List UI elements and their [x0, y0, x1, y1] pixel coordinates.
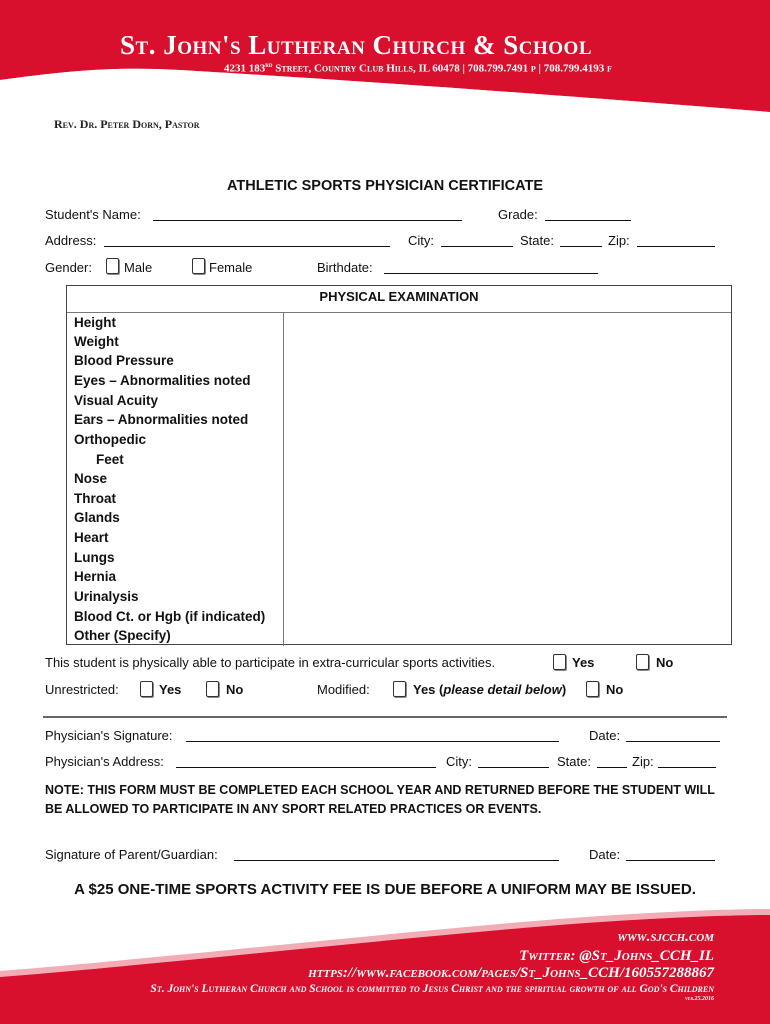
modified-label: Modified:	[317, 682, 370, 697]
physician-state-label: State:	[557, 754, 591, 769]
exam-row	[67, 430, 731, 450]
exam-row	[67, 607, 731, 627]
exam-row	[67, 351, 731, 371]
exam-item-label: Nose	[74, 471, 108, 487]
exam-row	[67, 548, 731, 568]
gender-label: Gender:	[45, 260, 92, 275]
grade-label: Grade:	[498, 207, 538, 222]
birthdate-field[interactable]	[384, 273, 598, 274]
physician-address-field[interactable]	[176, 767, 436, 768]
physician-zip-label: Zip:	[632, 754, 654, 769]
exam-item-value[interactable]	[283, 548, 731, 568]
parent-date-field[interactable]	[626, 860, 715, 861]
able-yes-checkbox[interactable]	[553, 654, 566, 670]
modified-yes-checkbox[interactable]	[393, 681, 406, 697]
exam-row	[67, 332, 731, 352]
section-divider	[43, 716, 727, 718]
exam-item-label: Lungs	[74, 549, 115, 565]
pastor-name: Rev. Dr. Peter Dorn, Pastor	[54, 117, 200, 131]
exam-row	[67, 391, 731, 411]
exam-item-value[interactable]	[283, 371, 731, 391]
exam-row	[67, 410, 731, 430]
physician-address-label: Physician's Address:	[45, 754, 164, 769]
exam-item-label: Throat	[74, 490, 116, 506]
exam-item-value[interactable]	[283, 332, 731, 352]
exam-item-label: Other (Specify)	[74, 628, 171, 644]
exam-row	[67, 626, 731, 646]
physician-state-field[interactable]	[597, 767, 627, 768]
exam-row	[67, 371, 731, 391]
exam-item-label: Hernia	[74, 569, 117, 585]
exam-row	[67, 469, 731, 489]
zip-field[interactable]	[637, 246, 715, 247]
exam-item-value[interactable]	[283, 391, 731, 411]
exam-row	[67, 450, 731, 470]
exam-item-value[interactable]	[283, 469, 731, 489]
completion-note: NOTE: THIS FORM MUST BE COMPLETED EACH SCHOOL YEAR AND RETURNED BEFORE THE STUDENT WILL BE ALLOWED TO PARTICIPATE IN ANY SPORT RELATED PRACTICES OR EVENTS.	[45, 783, 715, 816]
exam-item-value[interactable]	[283, 626, 731, 646]
footer-website[interactable]: www.sjcch.com	[617, 929, 714, 945]
state-field[interactable]	[560, 246, 602, 247]
grade-field[interactable]	[545, 220, 631, 221]
physician-signature-field[interactable]	[186, 741, 559, 742]
modified-no-checkbox[interactable]	[586, 681, 599, 697]
exam-item-label: Urinalysis	[74, 589, 139, 605]
exam-item-label: Feet	[96, 451, 124, 467]
exam-row	[67, 489, 731, 509]
male-label: Male	[124, 260, 153, 275]
exam-item-label: Height	[74, 315, 116, 330]
exam-item-label: Glands	[74, 510, 120, 526]
exam-item-value[interactable]	[283, 607, 731, 627]
exam-item-value[interactable]	[283, 508, 731, 528]
footer-mission: St. John's Lutheran Church and School is committed to Jesus Christ and the spiritual growth of all God's Children	[150, 983, 714, 995]
parent-signature-field[interactable]	[234, 860, 559, 861]
parent-date-label: Date:	[589, 847, 621, 862]
exam-item-label: Weight	[74, 333, 119, 349]
form-title: ATHLETIC SPORTS PHYSICIAN CERTIFICATE	[226, 178, 544, 194]
exam-item-label: Heart	[74, 530, 109, 546]
female-label: Female	[209, 260, 253, 275]
church-address: 4231 183rd Street, Country Club Hills, IL 60478 | 708.799.7491 p | 708.799.4193 f	[224, 61, 612, 75]
modified-no-label: No	[606, 682, 624, 697]
student-name-label: Student's Name:	[45, 207, 141, 222]
exam-item-value[interactable]	[283, 430, 731, 450]
exam-item-value[interactable]	[283, 351, 731, 371]
unrestricted-no-label: No	[226, 682, 244, 697]
exam-item-value[interactable]	[283, 410, 731, 430]
physical-exam-table	[66, 285, 732, 645]
unrestricted-yes-label: Yes	[159, 682, 182, 697]
exam-item-label: Blood Ct. or Hgb (if indicated)	[74, 608, 266, 624]
unrestricted-label: Unrestricted:	[45, 682, 119, 697]
footer-twitter[interactable]: Twitter: @St_Johns_CCH_IL	[519, 948, 714, 964]
able-no-checkbox[interactable]	[636, 654, 649, 670]
exam-row	[67, 587, 731, 607]
unrestricted-yes-checkbox[interactable]	[140, 681, 153, 697]
physician-date-label: Date:	[589, 728, 621, 743]
exam-item-value[interactable]	[283, 450, 731, 470]
physician-zip-field[interactable]	[658, 767, 716, 768]
exam-item-value[interactable]	[283, 528, 731, 548]
physician-city-field[interactable]	[478, 767, 549, 768]
student-name-field[interactable]	[153, 220, 462, 221]
exam-row	[67, 567, 731, 587]
exam-row	[67, 528, 731, 548]
parent-signature-label: Signature of Parent/Guardian:	[45, 847, 218, 862]
exam-item-value[interactable]	[283, 567, 731, 587]
zip-label: Zip:	[608, 233, 630, 248]
male-checkbox[interactable]	[106, 258, 119, 274]
state-label: State:	[520, 233, 554, 248]
able-no-label: No	[656, 655, 674, 670]
birthdate-label: Birthdate:	[317, 260, 373, 275]
exam-row	[67, 508, 731, 528]
modified-yes-label: Yes (please detail below)	[413, 682, 567, 697]
footer-facebook[interactable]: https://www.facebook.com/pages/St_Johns_CCH/160557288867	[308, 965, 714, 981]
exam-item-label: Visual Acuity	[74, 392, 159, 408]
exam-item-value[interactable]	[283, 587, 731, 607]
physician-signature-label: Physician's Signature:	[45, 728, 173, 743]
footer-version: ver.25.2016	[684, 996, 714, 1002]
exam-item-value[interactable]	[283, 489, 731, 509]
physician-date-field[interactable]	[626, 741, 720, 742]
physical-exam-rows	[67, 312, 731, 646]
address-label: Address:	[45, 233, 97, 248]
exam-item-label: Blood Pressure	[74, 353, 174, 369]
exam-item-value[interactable]	[283, 313, 731, 332]
able-yes-label: Yes	[572, 655, 595, 670]
church-name: St. John's Lutheran Church & School	[120, 30, 593, 60]
unrestricted-no-checkbox[interactable]	[206, 681, 219, 697]
exam-item-label: Ears – Abnormalities noted	[74, 412, 249, 428]
physician-city-label: City:	[446, 754, 472, 769]
exam-item-label: Eyes – Abnormalities noted	[74, 372, 251, 388]
physical-exam-heading: PHYSICAL EXAMINATION	[319, 289, 479, 304]
ability-statement: This student is physically able to participate in extra-curricular sports activities.	[45, 655, 496, 670]
female-checkbox[interactable]	[192, 258, 205, 274]
city-label: City:	[408, 233, 434, 248]
city-field[interactable]	[441, 246, 513, 247]
address-field[interactable]	[104, 246, 390, 247]
exam-row	[67, 312, 731, 332]
fee-notice: A $25 ONE-TIME SPORTS ACTIVITY FEE IS DUE BEFORE A UNIFORM MAY BE ISSUED.	[74, 881, 696, 898]
exam-item-label: Orthopedic	[74, 431, 147, 447]
